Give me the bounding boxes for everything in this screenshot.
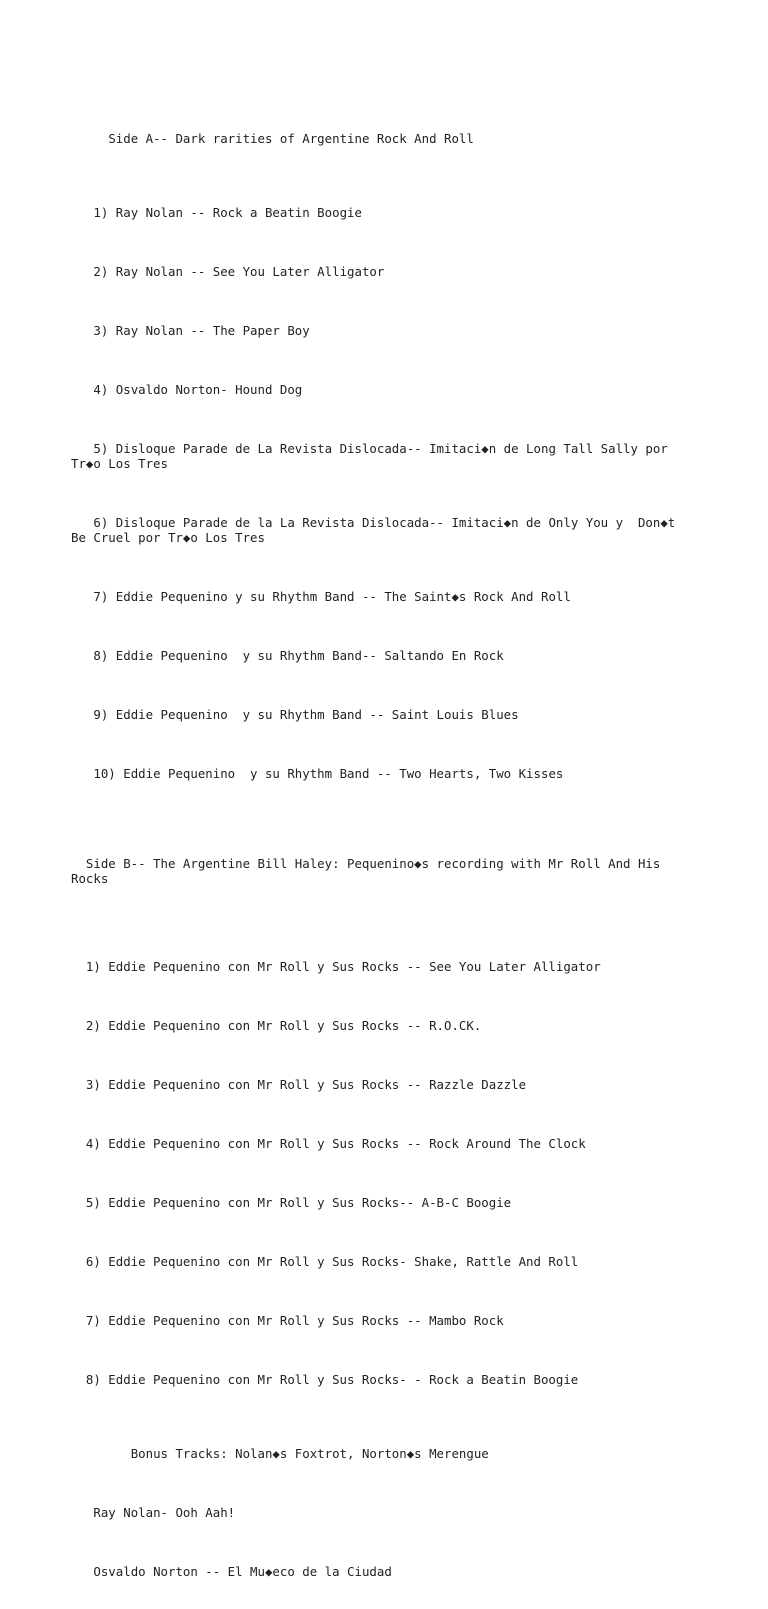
bonus-track-2: Osvaldo Norton -- El Mu◆eco de la Ciudad bbox=[71, 1564, 392, 1579]
document-page bbox=[71, 86, 691, 1609]
side-b-track-3: 3) Eddie Pequenino con Mr Roll y Sus Rocks -- Razzle Dazzle bbox=[71, 1077, 527, 1092]
side-a-track-3: 3) Ray Nolan -- The Paper Boy bbox=[71, 323, 310, 338]
side-a-heading: Side A-- Dark rarities of Argentine Rock And Roll bbox=[71, 131, 474, 146]
side-a-track-10: 10) Eddie Pequenino y su Rhythm Band -- Two Hearts, Two Kisses bbox=[71, 766, 564, 781]
side-b-track-4: 4) Eddie Pequenino con Mr Roll y Sus Rocks -- Rock Around The Clock bbox=[71, 1136, 586, 1151]
side-b-track-8: 8) Eddie Pequenino con Mr Roll y Sus Rocks- - Rock a Beatin Boogie bbox=[71, 1372, 579, 1387]
side-a-track-6: 6) Disloque Parade de la La Revista Dislocada-- Imitaci◆n de Only You y Don◆t Be Cruel por Tr◆o Los Tres bbox=[71, 515, 683, 545]
side-b-track-1: 1) Eddie Pequenino con Mr Roll y Sus Rocks -- See You Later Alligator bbox=[71, 959, 601, 974]
side-a-track-8: 8) Eddie Pequenino y su Rhythm Band-- Saltando En Rock bbox=[71, 648, 504, 663]
side-a-track-7: 7) Eddie Pequenino y su Rhythm Band -- The Saint◆s Rock And Roll bbox=[71, 589, 571, 604]
bonus-heading: Bonus Tracks: Nolan◆s Foxtrot, Norton◆s Merengue bbox=[71, 1446, 489, 1461]
bonus-track-1: Ray Nolan- Ooh Aah! bbox=[71, 1505, 236, 1520]
side-a-track-5: 5) Disloque Parade de La Revista Dislocada-- Imitaci◆n de Long Tall Sally por Tr◆o Los Tres bbox=[71, 441, 676, 471]
side-a-track-4: 4) Osvaldo Norton- Hound Dog bbox=[71, 382, 303, 397]
side-b-track-7: 7) Eddie Pequenino con Mr Roll y Sus Rocks -- Mambo Rock bbox=[71, 1313, 504, 1328]
side-b-track-5: 5) Eddie Pequenino con Mr Roll y Sus Rocks-- A-B-C Boogie bbox=[71, 1195, 512, 1210]
side-b-track-2: 2) Eddie Pequenino con Mr Roll y Sus Rocks -- R.O.CK. bbox=[71, 1018, 482, 1033]
side-a-track-2: 2) Ray Nolan -- See You Later Alligator bbox=[71, 264, 385, 279]
side-b-heading: Side B-- The Argentine Bill Haley: Pequenino◆s recording with Mr Roll And His Rocks bbox=[71, 856, 668, 886]
side-b-track-6: 6) Eddie Pequenino con Mr Roll y Sus Rocks- Shake, Rattle And Roll bbox=[71, 1254, 579, 1269]
side-a-track-1: 1) Ray Nolan -- Rock a Beatin Boogie bbox=[71, 205, 362, 220]
side-a-track-9: 9) Eddie Pequenino y su Rhythm Band -- Saint Louis Blues bbox=[71, 707, 519, 722]
